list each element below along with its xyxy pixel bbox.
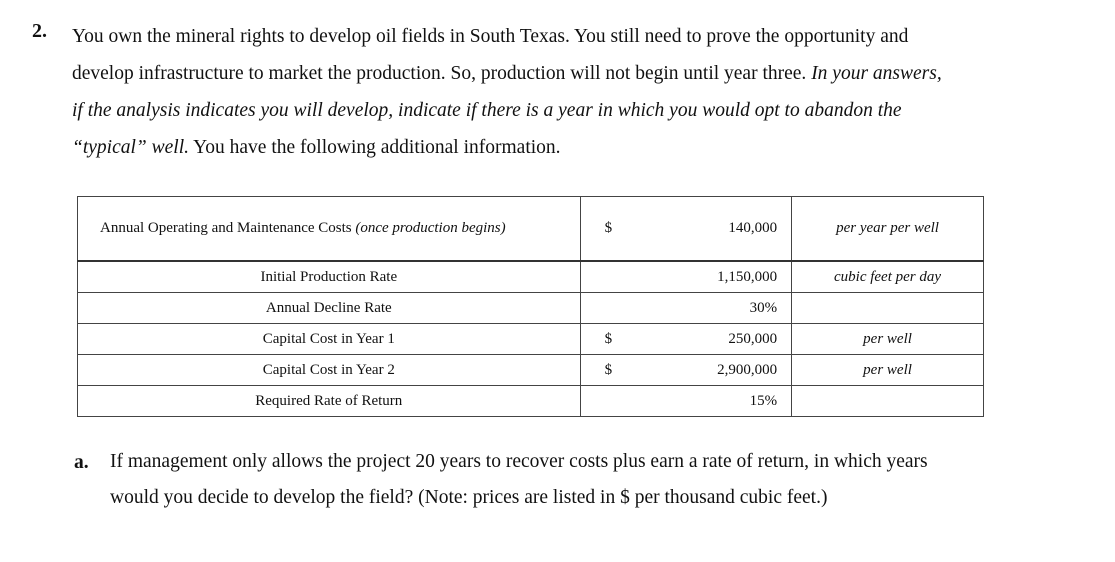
row-label: Annual Decline Rate	[78, 293, 581, 324]
question-line-1: You own the mineral rights to develop oil fields in South Texas. You still need to prove the opportunity and	[72, 26, 909, 47]
row-label: Initial Production Rate	[78, 261, 581, 293]
table-row-header	[78, 197, 984, 262]
row-label-italic: (once production begins)	[355, 220, 506, 236]
row-dollar	[580, 293, 631, 324]
row-dollar: $	[580, 355, 631, 386]
row-dollar: $	[580, 324, 631, 355]
row-unit	[792, 293, 984, 324]
row-unit	[792, 386, 984, 417]
row-value: 1,150,000	[631, 261, 791, 293]
row-unit: per year per well	[792, 197, 984, 262]
row-dollar: $	[580, 197, 631, 262]
row-value: 250,000	[631, 324, 791, 355]
sub-question-text	[110, 444, 1100, 516]
row-dollar	[580, 261, 631, 293]
sub-question-line-2: would you decide to develop the field? (Note: prices are listed in $ per thousand cubic feet.)	[110, 487, 828, 508]
table-row	[78, 355, 984, 386]
row-label: Capital Cost in Year 1	[78, 324, 581, 355]
question-line-4	[72, 129, 1102, 166]
table-row	[78, 293, 984, 324]
row-value: 2,900,000	[631, 355, 791, 386]
row-label-text: Annual Operating and Maintenance Costs	[100, 220, 356, 236]
question-number: 2.	[32, 20, 47, 42]
info-table	[77, 196, 984, 417]
table-row	[78, 261, 984, 293]
row-unit: cubic feet per day	[792, 261, 984, 293]
sub-question-letter: a.	[74, 452, 89, 473]
row-dollar	[580, 386, 631, 417]
question-line-2-plain: develop infrastructure to market the production. So, production will not begin until year three.	[72, 63, 812, 84]
row-label: Capital Cost in Year 2	[78, 355, 581, 386]
row-value: 30%	[631, 293, 791, 324]
table-row	[78, 386, 984, 417]
row-value: 15%	[631, 386, 791, 417]
table-row	[78, 324, 984, 355]
question-line-3-italic: if the analysis indicates you will develop, indicate if there is a year in which you would opt to abandon the	[72, 100, 902, 121]
question-line-4-plain: You have the following additional information.	[189, 137, 561, 158]
question-line-2	[72, 55, 1102, 92]
row-unit: per well	[792, 355, 984, 386]
question-line-3	[72, 92, 1102, 129]
row-label	[78, 197, 581, 262]
row-label: Required Rate of Return	[78, 386, 581, 417]
question-line-2-italic: In your answers,	[811, 63, 942, 84]
question-line-4-italic: “typical” well.	[72, 137, 189, 158]
row-value: 140,000	[631, 197, 791, 262]
question-paragraph	[72, 18, 1102, 166]
sub-question-line-1: If management only allows the project 20 years to recover costs plus earn a rate of return, in which years	[110, 451, 928, 472]
row-unit: per well	[792, 324, 984, 355]
